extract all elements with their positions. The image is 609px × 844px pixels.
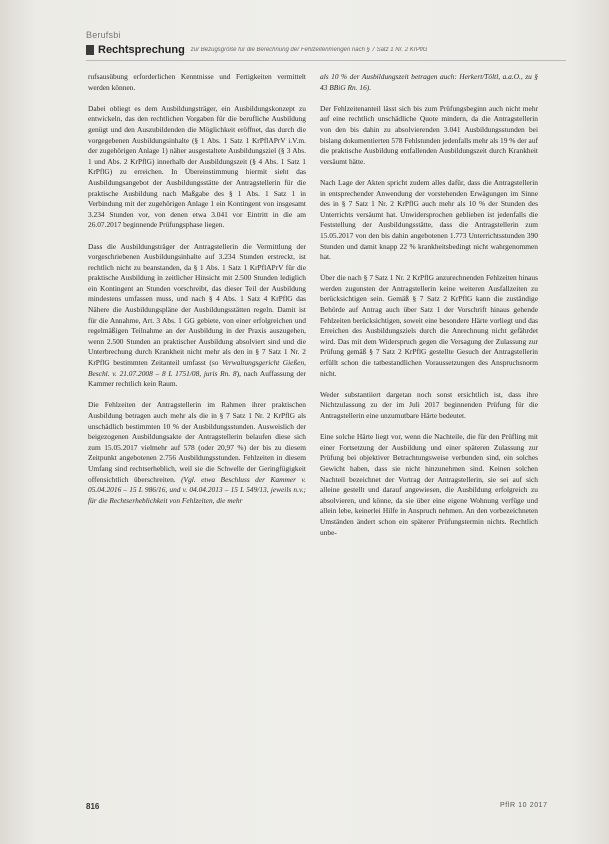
paragraph (88, 72, 306, 93)
paragraph (320, 72, 538, 93)
citation-text: (Vgl. etwa Beschluss der Kammer v. 05.04.2016 – 15 L 986/16, und v. 04.04.2013 – 15 L 549/13, jeweils n.v.; für die Rechtserheblichkeit von Fehlzeiten, die mehr (88, 474, 306, 505)
paragraph (88, 104, 306, 231)
paragraph-text: Dabei obliegt es dem Ausbildungsträger, ein Ausbildungskonzept zu entwickeln, das den rechtlichen Vorgaben für die berufliche Ausbildung genügt und den Auszubildenden die Möglichkeit eröffnet, das durch die vorgegebenen Ausbildungsinhalte (§ 1 Abs. 1 Satz 1 KrPflAPrV i.V.m. der zugehörigen Anlage 1) näher ausgestaltete Ausbildungsziel (§ 3 Abs. 1 und Abs. 2 KrPflG) innerhalb der Ausbildungszeit (§ 4 Abs. 1 Satz 1 KrPflG) zu erreichen. In Übereinstimmung hiermit sieht das Ausbildungsangebot der Ausbildungsstätte der Antragstellerin für die praktische Ausbildung nach Maßgabe des § 1 Abs. 1 Satz 1 in Verbindung mit der zugehörigen Anlage 1 ein Kontingent von insgesamt 3.234 Stunden vor, von denen etwa 3.041 vor Eintritt in die am 26.07.2017 beginnende Prüfungsphase liegen. (88, 103, 306, 230)
paragraph-text: Nach Lage der Akten spricht zudem alles dafür, dass die Antragstellerin in entsprechender Anwendung der vorstehenden Erwägungen im Sinne des in § 7 Satz 1 Nr. 2 KrPflG auch mehr als 10 % der Stunden des Unterrichts versäumt hat. Unwidersprochen geblieben ist jedenfalls die Feststellung der Ausbildungsstätte, dass die Antragstellerin zum 15.05.2017 von den bis dahin angebotenen 1.773 Unterrichtsstunden 390 Stunden und damit knapp 22 % krankheitsbedingt nicht wahrgenommen hat. (320, 177, 538, 262)
page-number: 816 (86, 802, 100, 811)
paragraph (320, 178, 538, 263)
section-label: Berufsbi (86, 30, 121, 40)
header-subtitle: zur Bezugsgröße für die Berechnung der Fehlzeitenmengen nach § 7 Satz 1 Nr. 2 KrPflG (190, 47, 428, 53)
right-column (320, 72, 538, 549)
paragraph (88, 242, 306, 390)
paragraph-text: Die Fehlzeiten der Antragstellerin im Rahmen ihrer praktischen Ausbildung betragen auch mehr als die in § 7 Satz 1 Nr. 2 KrPflG als unschädlich bestimmten 10 % der Ausbildungsstunden. Ausweislich der beigezogenen Ausbildungsakte der Antragstellerin belaufen diese sich zum 15.05.2017 vielmehr auf 578 (oder 20,97 %) der bis zu diesem Zeitpunkt angebotenen 2.756 Ausbildungsstunden. Fehlzeiten in diesem Umfang sind rechtserheblich, weil sie die Schwelle der Geringfügigkeit offensichtlich überschreiten. (88, 400, 306, 484)
paragraph (320, 390, 538, 422)
paragraph (320, 273, 538, 379)
citation-text: als 10 % der Ausbildungszeit betragen auch: Herkert/Töltl, a.a.O., zu § 43 BBiG Rn. 16). (320, 72, 538, 92)
journal-reference: PflR 10 2017 (500, 802, 548, 809)
paragraph-text: rufsausübung erforderlichen Kenntnisse und Fertigkeiten vermittelt werden können. (88, 72, 306, 92)
header-marker (86, 45, 94, 55)
paragraph (88, 400, 306, 506)
paragraph (320, 432, 538, 538)
citation-text: Verwaltungsgericht Gießen, Beschl. v. 21.07.2008 – 8 L 1751/08, juris Rn. 8 (88, 358, 306, 378)
header-title: Rechtsprechung (98, 44, 185, 56)
left-column (88, 72, 306, 517)
running-header (86, 44, 566, 56)
paragraph-text: Über die nach § 7 Satz 1 Nr. 2 KrPflG anzurechnenden Fehlzeiten hinaus werden zugunsten der Antragstellerin keine weiteren Ausfallzeiten zu berücksichtigen sein. Gemäß § 7 Satz 2 KrPflG kann die zuständige Behörde auf Antrag auch über Satz 1 der Vorschrift hinaus gehende Fehlzeiten berücksichtigen, soweit eine besondere Härte vorliegt und das Erreichen des Ausbildungsziels durch die Anrechnung nicht gefährdet wird. Das mit dem Widerspruch gegen die Versagung der Zulassung zur Prüfung gemäß § 7 Satz 2 KrPflG gestellte Gesuch der Antragstellerin erfüllt schon die tatbestandlichen Voraussetzungen des Anspruchsnorm nicht. (320, 273, 538, 378)
paragraph-text: Dass die Ausbildungsträger der Antragstellerin die Vermittlung der vorgeschriebenen Ausbildungsinhalte auf 3.234 Stunden erstreckt, ist rechtlich nicht zu beanstanden, da § 1 Abs. 1 Satz 1 KrPflAPrV für die praktische Ausbildung in zeitlicher Hinsicht mit 2.500 Stunden lediglich ein Kontingent an Stunden vorschreibt, das dieser Teil der Ausbildung mindestens umfassen muss, und nach § 4 Abs. 1 Satz 4 KrPflG das Nähere die Ausbildungspläne der Ausbildungsstätten regeln. Damit ist für die Annahme, Art. 3 Abs. 1 GG gebiete, von einer erfolgreichen und regelmäßigen Teilnahme an der Ausbildung in der Praxis auszugehen, wenn 2.500 Stunden an praktischer Ausbildung absolviert sind und die Unterbrechung durch Krankheit nicht mehr als den in § 7 Satz 1 Nr. 2 KrPflG bestimmten Zeitanteil umfasst (so (88, 241, 306, 368)
header-divider (86, 60, 566, 61)
paragraph-text: Eine solche Härte liegt vor, wenn die Nachteile, die für den Prüfling mit einer Fortsetzung der Ausbildung und einer späteren Zulassung zur Prüfung bei objektiver Betrachtungsweise verbunden sind, ein solches Gewicht haben, dass sie nicht hinzunehmen sind. Keinen solchen Nachteil bezeichnet der Vortrag der Antragstellerin, sie sei auf sich alleine gestellt und darauf angewiesen, die Ausbildung erfolgreich zu absolvieren, und könne, da sie über eine eigene Wohnung verfüge und allein lebe, keinerlei Hilfe in Anspruch nehmen. An den vorbezeichneten Umständen ändert schon ein späterer Prüfungstermin nichts. Rechtlich unbe- (320, 432, 538, 537)
paragraph-text: Der Fehlzeitenanteil lässt sich bis zum Prüfungsbeginn auch nicht mehr auf eine rechtlich unschädliche Quote mindern, da die Antragstellerin von den bis dahin zu absolvierenden 3.041 Ausbildungsstunden bei bislang dokumentierten 578 Fehlstunden jedenfalls mehr als 19 % der auf die praktische Ausbildung entfallenden Ausbildungszeit durch Krankheit versäumt hätte. (320, 103, 538, 166)
paragraph-text: Weder substantiiert dargetan noch sonst ersichtlich ist, dass ihre Nichtzulassung zu der im Juli 2017 beginnenden Prüfung für die Antragstellerin eine unzumutbare Härte bedeutet. (320, 389, 538, 420)
paragraph-text: ), nach Auffassung der Kammer rechtlich kein Raum. (88, 368, 306, 389)
paragraph (320, 104, 538, 168)
